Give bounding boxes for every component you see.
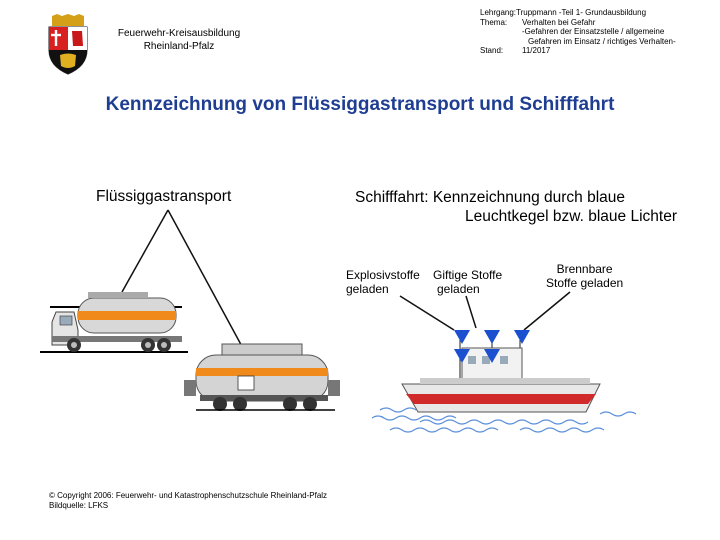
footer [49,491,327,511]
organization-name [104,27,254,53]
course-value: Truppmann -Teil 1- Grundausbildung [516,8,647,17]
coat-of-arms-icon [44,14,92,76]
shipping-label [355,188,677,226]
flammable-line2: Stoffe geladen [546,276,624,290]
status-label: Stand: [480,46,504,56]
explosive-line2: geladen [346,282,389,296]
lpg-transport-label: Flüssiggastransport [96,188,232,205]
toxic-label [433,268,502,296]
page-title: Kennzeichnung von Flüssiggastransport und Schifffahrt [105,94,615,115]
explosive-line1: Explosivstoffe [346,268,420,282]
topic-line2: -Gefahren der Einsatzstelle / allgemeine [522,27,665,37]
tanker-truck-illustration [40,292,188,352]
rail-tank-wagon-illustration [184,344,340,411]
toxic-line1: Giftige Stoffe [433,268,503,282]
explosive-label [346,268,420,296]
topic-line1: Verhalten bei Gefahr [522,17,596,27]
shipping-label-line2: Leuchtkegel bzw. blaue Lichter [465,208,677,225]
topic-line3: Gefahren im Einsatz / richtiges Verhalten- [528,36,676,46]
organization-line1: Feuerwehr-Kreisausbildung [117,28,241,39]
organization-line2: Rheinland-Pfalz [143,41,215,52]
course-metadata [480,8,716,56]
shipping-label-line1: Schifffahrt: Kennzeichnung durch blaue [355,189,626,206]
flammable-line1: Brennbare [556,262,613,276]
status-value: 11/2017 [522,46,551,56]
flammable-label [546,262,623,290]
image-source-text: Bildquelle: LFKS [49,501,109,510]
ship-illustration [402,340,600,412]
copyright-text: © Copyright 2006: Feuerwehr- und Katastrophenschutzschule Rheinland-Pfalz [49,491,328,500]
cone-pointer-lines [400,292,570,330]
toxic-line2: geladen [437,282,480,296]
course-label: Lehrgang: [480,8,517,17]
topic-label: Thema: [480,17,508,27]
